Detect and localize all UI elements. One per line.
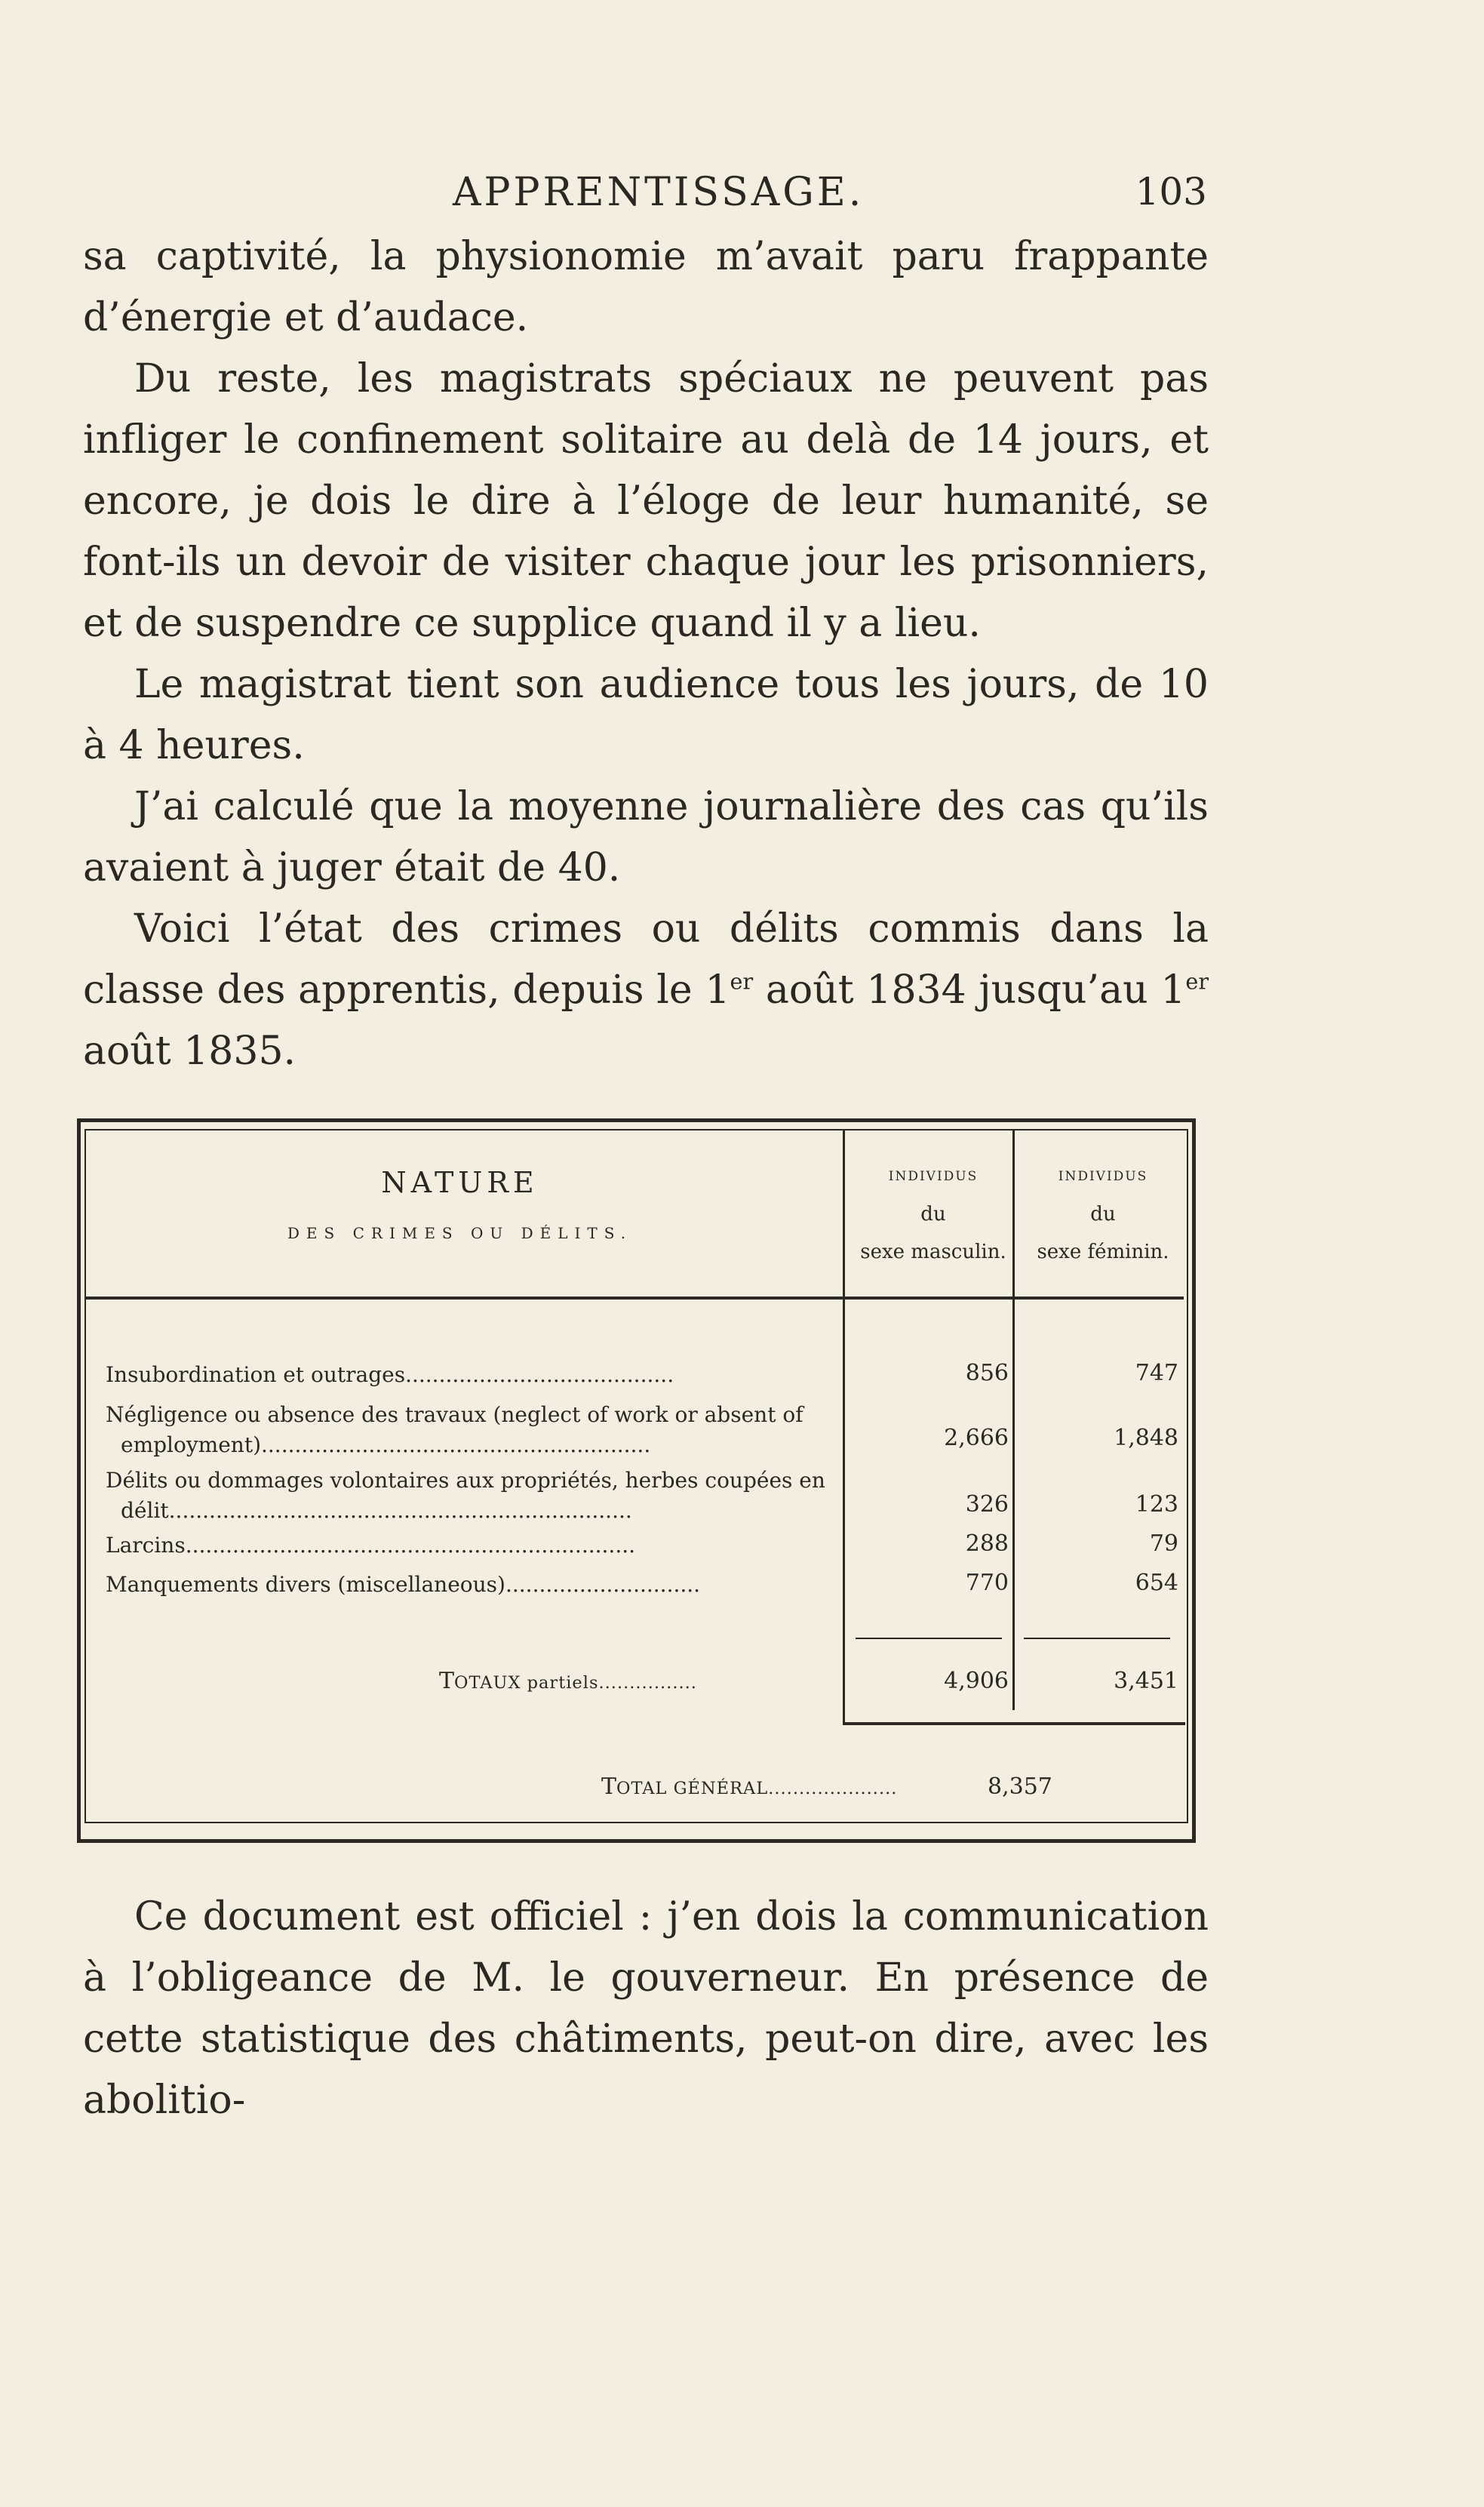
table-cell-male: 326 xyxy=(965,1491,1009,1518)
paragraph-document-officiel: Ce document est officiel : j’en dois la communication à l’obligeance de M. le gouverneur. En présence de cette statistique des châtiments, peut-on dire, avec les abolitio- xyxy=(83,1894,1209,2123)
voici-text-3: août 1835. xyxy=(83,1029,296,1074)
table-cell-female: 123 xyxy=(1135,1491,1178,1518)
table-cell-female: 654 xyxy=(1135,1570,1178,1596)
header-female-line2: du xyxy=(1090,1203,1116,1226)
table-row-label-line: Délits ou dommages volontaires aux propriétés, herbes coupées en xyxy=(106,1468,825,1493)
body-text-bottom xyxy=(83,1887,1209,2131)
running-title: APPRENTISSAGE. xyxy=(453,170,865,215)
table-row-label: Manquements divers (miscellaneous)............................. xyxy=(106,1572,701,1597)
header-nature: NATURE xyxy=(381,1166,539,1199)
subtotal-rule xyxy=(856,1638,1002,1639)
page-number: 103 xyxy=(1135,170,1207,214)
table-cell-female: 1,848 xyxy=(1114,1425,1178,1451)
header-male-line3: sexe masculin. xyxy=(860,1241,1006,1263)
grand-total-value: 8,357 xyxy=(988,1773,1052,1800)
voici-text-1: Voici l’état des crimes ou délits commis dans la classe des apprentis, depuis le 1 xyxy=(83,906,1209,1013)
table-row-label-line: délit..................................................................... xyxy=(121,1498,632,1523)
header-male-line1: INDIVIDUS xyxy=(888,1169,979,1184)
paragraph-voici xyxy=(83,899,1209,1082)
table-cell-male: 856 xyxy=(965,1360,1009,1386)
ordinal-superscript: er xyxy=(1185,968,1209,995)
table-row-label: Insubordination et outrages........................................ xyxy=(106,1362,674,1387)
paragraph-magistrats: Du reste, les magistrats spéciaux ne peuvent pas infliger le confinement solitaire au delà de 14 jours, et encore, je dois le dire à l’éloge de leur humanité, se font-ils un devoir de visiter chaque jour les prisonniers, et de suspendre ce supplice quand il y a lieu. xyxy=(83,356,1209,646)
ordinal-superscript: er xyxy=(730,968,754,995)
paragraph-moyenne: J’ai calculé que la moyenne journalière des cas qu’ils avaient à juger était de 40. xyxy=(83,784,1209,891)
table-cell-male: 288 xyxy=(965,1530,1009,1557)
totals-label xyxy=(439,1668,697,1694)
paragraph-continuation: sa captivité, la physionomie m’avait paru frappante d’énergie et d’audace. xyxy=(83,234,1209,340)
subtotal-rule xyxy=(1024,1638,1170,1639)
table-cell-male: 2,666 xyxy=(944,1425,1009,1451)
totals-label-rest: OTAUX partiels................ xyxy=(454,1673,697,1693)
totals-label-initial: T xyxy=(439,1668,455,1694)
grand-total-rest: OTAL GÉNÉRAL..................... xyxy=(616,1779,898,1798)
header-male xyxy=(846,1158,1020,1271)
header-rule xyxy=(86,1297,1184,1300)
page-header xyxy=(83,170,1207,223)
totals-female: 3,451 xyxy=(1114,1668,1178,1694)
header-female-line1: INDIVIDUS xyxy=(1058,1169,1148,1184)
voici-text-2: août 1834 jusqu’au 1 xyxy=(753,967,1186,1013)
totals-male: 4,906 xyxy=(944,1668,1009,1694)
table-row-label xyxy=(106,1466,849,1526)
crimes-table xyxy=(77,1118,1196,1843)
table-row-label: Larcins................................................................... xyxy=(106,1533,636,1558)
body-text-top xyxy=(83,226,1209,1082)
grand-total-initial: T xyxy=(601,1773,617,1800)
table-cell-male: 770 xyxy=(965,1570,1009,1596)
grand-total-label xyxy=(601,1773,897,1800)
table-cell-female: 747 xyxy=(1135,1360,1178,1386)
header-female xyxy=(1016,1158,1190,1271)
paragraph-audience: Le magistrat tient son audience tous les jours, de 10 à 4 heures. xyxy=(83,662,1209,768)
table-row-label-line: employment).......................................................... xyxy=(121,1432,651,1457)
totals-rule xyxy=(843,1722,1185,1725)
table-row-label xyxy=(106,1400,849,1460)
table-cell-female: 79 xyxy=(1149,1530,1178,1557)
table-row-label-line: Négligence ou absence des travaux (neglect of work or absent of xyxy=(106,1402,803,1427)
header-male-line2: du xyxy=(920,1203,946,1226)
header-female-line3: sexe féminin. xyxy=(1037,1241,1169,1263)
header-nature-sub: DES CRIMES OU DÉLITS. xyxy=(287,1224,633,1242)
